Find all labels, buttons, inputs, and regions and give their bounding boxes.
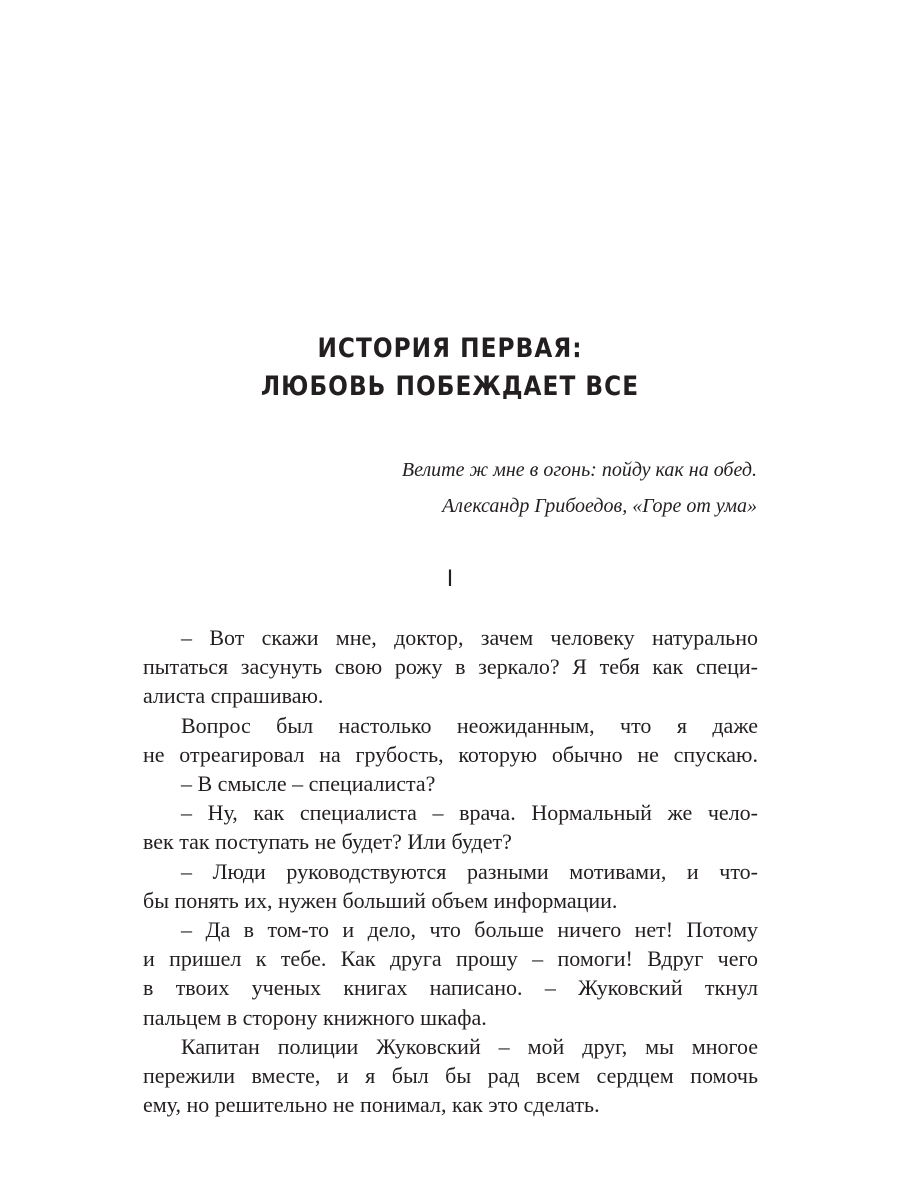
chapter-title-line-2: ЛЮБОВЬ ПОБЕЖДАЕТ ВСЕ [260, 371, 640, 402]
epigraph-attribution: Александр Грибоедов, «Горе от ума» [442, 495, 757, 517]
text-line: бы понять их, нужен больший объем информации. [143, 887, 618, 913]
text-line: – Вот скажи мне, доктор, зачем человеку натурально [181, 625, 758, 650]
text-line: – Ну, как специалиста – врача. Нормальный же чело- [181, 800, 758, 826]
body-text [143, 623, 758, 1119]
epigraph [402, 452, 757, 524]
chapter-title-line-1: ИСТОРИЯ ПЕРВАЯ: [317, 333, 583, 364]
epigraph-quote: Велите ж мне в огонь: пойду как на обед. [401, 459, 757, 481]
text-line: – Люди руководствуются разными мотивами, и что- [181, 858, 758, 884]
text-line: в твоих ученых книгах написано. – Жуковский ткнул [143, 975, 758, 1001]
text-line: пытаться засунуть свою рожу в зеркало? Я тебя как специ- [143, 654, 758, 680]
text-line: ему, но решительно не понимал, как это сделать. [143, 1092, 600, 1118]
text-line: – Да в том-то и дело, что больше ничего нет! Потому [181, 916, 758, 942]
text-line: пережили вместе, и я был бы рад всем сердцем помочь [143, 1062, 758, 1088]
section-number: I [446, 567, 454, 592]
text-line: и пришел к тебе. Как друга прошу – помоги! Вдруг чего [143, 946, 758, 972]
text-line: Капитан полиции Жуковский – мой друг, мы многое [181, 1033, 758, 1059]
text-line: век так поступать не будет? Или будет? [143, 829, 512, 855]
text-line: пальцем в сторону книжного шкафа. [143, 1004, 487, 1030]
text-line: алиста спрашиваю. [143, 683, 324, 709]
text-line: не отреагировал на грубость, которую обычно не спускаю. [143, 741, 758, 767]
chapter-heading [63, 330, 837, 406]
text-line: Вопрос был настолько неожиданным, что я даже [181, 712, 758, 738]
text-line: – В смысле – специалиста? [181, 770, 436, 796]
